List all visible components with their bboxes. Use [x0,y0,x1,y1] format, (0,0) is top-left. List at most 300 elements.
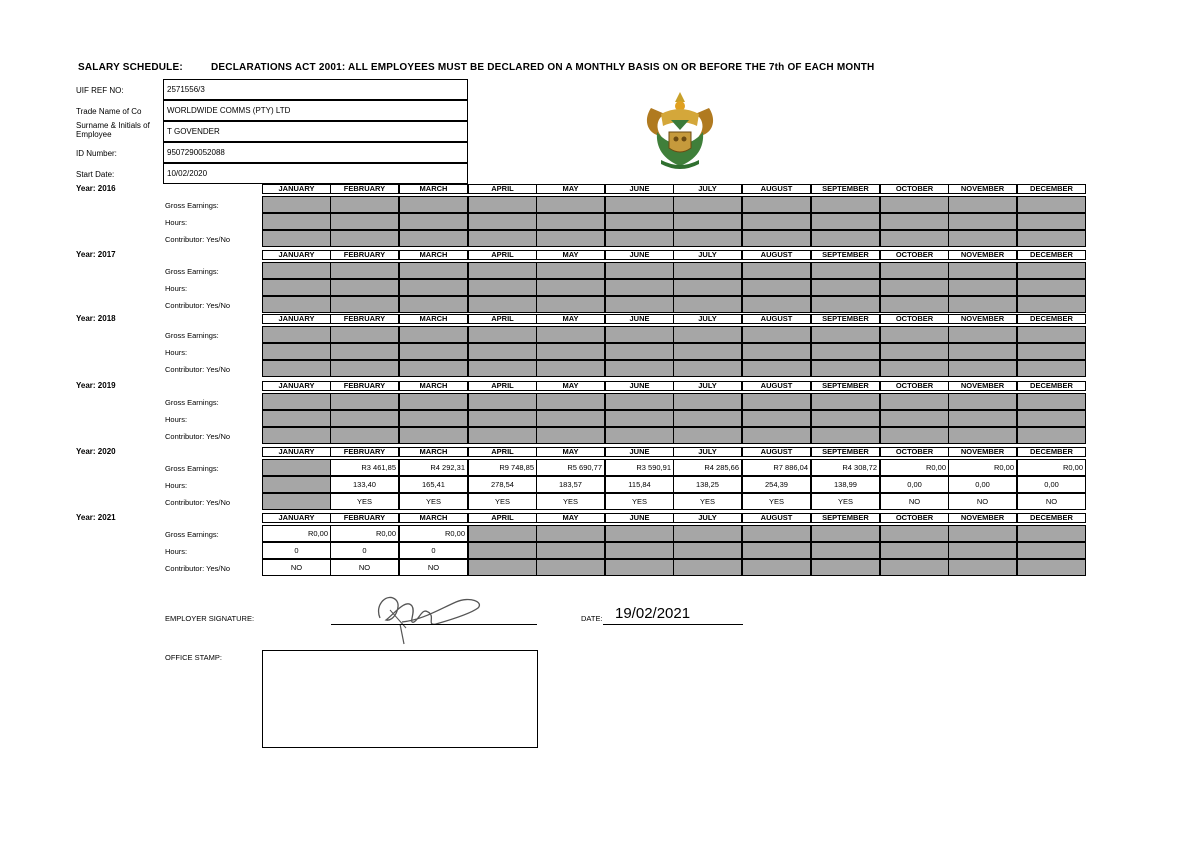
month-header: DECEMBER [1017,381,1086,391]
schedule-cell [330,393,399,410]
schedule-cell: YES [399,493,468,510]
schedule-cell [468,279,537,296]
schedule-cell: R5 690,77 [536,459,605,476]
schedule-cell [811,427,880,444]
field-label: Surname & Initials of Employee [76,121,150,139]
schedule-cell [262,196,331,213]
month-header: OCTOBER [880,513,949,523]
schedule-cell: NO [1017,493,1086,510]
schedule-cell: R0,00 [262,525,331,542]
schedule-cell [330,279,399,296]
schedule-cell: 0 [262,542,331,559]
month-header: JUNE [605,250,674,260]
schedule-cell [742,230,811,247]
schedule-cell [262,230,331,247]
field-label: Start Date: [76,170,115,179]
row-label: Contributor: Yes/No [165,564,231,573]
month-header: JANUARY [262,447,331,457]
schedule-cell: R4 292,31 [399,459,468,476]
schedule-cell [742,410,811,427]
schedule-cell [811,296,880,313]
schedule-cell [948,196,1017,213]
schedule-cell [742,296,811,313]
schedule-title: SALARY SCHEDULE: [78,62,183,73]
schedule-cell [742,343,811,360]
schedule-cell [468,230,537,247]
schedule-cell [468,393,537,410]
schedule-cell: 133,40 [330,476,399,493]
schedule-cell [605,279,674,296]
schedule-cell [948,542,1017,559]
month-header: APRIL [468,447,537,457]
month-header: OCTOBER [880,314,949,324]
schedule-cell [811,393,880,410]
schedule-cell [811,559,880,576]
schedule-cell [1017,427,1086,444]
month-header: AUGUST [742,447,811,457]
month-header: JUNE [605,513,674,523]
schedule-cell [330,326,399,343]
schedule-cell [811,542,880,559]
declaration-note: DECLARATIONS ACT 2001: ALL EMPLOYEES MUST BE DECLARED ON A MONTHLY BASIS ON OR BEFORE THE 7th OF EACH MONTH [211,62,875,73]
month-header: MARCH [399,314,468,324]
schedule-cell [673,525,742,542]
month-header: MARCH [399,250,468,260]
month-header: JULY [673,513,742,523]
schedule-cell [536,296,605,313]
schedule-cell: 0 [399,542,468,559]
month-header: MARCH [399,447,468,457]
schedule-cell: YES [468,493,537,510]
schedule-cell [399,343,468,360]
month-header: JUNE [605,447,674,457]
schedule-cell [811,410,880,427]
schedule-cell [399,230,468,247]
schedule-cell [536,410,605,427]
schedule-cell [399,213,468,230]
schedule-cell [468,326,537,343]
schedule-cell [880,230,949,247]
month-header: OCTOBER [880,184,949,194]
schedule-cell: YES [536,493,605,510]
month-header: OCTOBER [880,250,949,260]
schedule-cell [948,343,1017,360]
schedule-cell [948,427,1017,444]
month-header: NOVEMBER [948,381,1017,391]
month-header: JANUARY [262,381,331,391]
coat-of-arms-icon [641,86,719,172]
schedule-cell [399,262,468,279]
schedule-cell [536,343,605,360]
month-header: SEPTEMBER [811,314,880,324]
schedule-cell: NO [330,559,399,576]
schedule-cell [262,410,331,427]
schedule-cell [1017,262,1086,279]
office-stamp-label: OFFICE STAMP: [165,653,222,662]
schedule-cell [1017,230,1086,247]
schedule-cell [262,493,331,510]
month-header: AUGUST [742,184,811,194]
year-label: Year: 2017 [76,250,116,259]
schedule-cell [399,296,468,313]
month-header: JUNE [605,381,674,391]
schedule-cell [948,410,1017,427]
month-header: SEPTEMBER [811,447,880,457]
month-header: NOVEMBER [948,250,1017,260]
schedule-cell: R0,00 [948,459,1017,476]
month-header: NOVEMBER [948,314,1017,324]
schedule-cell [811,279,880,296]
schedule-cell [880,427,949,444]
schedule-cell [673,230,742,247]
schedule-cell: R7 886,04 [742,459,811,476]
employer-signature-icon [366,584,486,646]
schedule-cell [673,410,742,427]
schedule-cell [605,360,674,377]
year-label: Year: 2020 [76,447,116,456]
schedule-cell [605,262,674,279]
schedule-cell [880,279,949,296]
schedule-cell: R4 308,72 [811,459,880,476]
schedule-cell [880,213,949,230]
schedule-cell [742,427,811,444]
field-value: 2571556/3 [163,79,468,100]
row-label: Hours: [165,218,188,227]
schedule-cell [742,559,811,576]
schedule-cell [811,213,880,230]
schedule-cell [880,525,949,542]
schedule-cell: 138,25 [673,476,742,493]
month-header: DECEMBER [1017,314,1086,324]
schedule-cell: NO [948,493,1017,510]
schedule-cell: NO [880,493,949,510]
schedule-cell [673,559,742,576]
schedule-cell [880,393,949,410]
schedule-cell [948,559,1017,576]
row-label: Gross Earnings: [165,464,219,473]
schedule-cell: R0,00 [330,525,399,542]
schedule-cell [468,360,537,377]
schedule-cell [330,360,399,377]
month-header: MAY [536,447,605,457]
schedule-cell [399,279,468,296]
schedule-cell [1017,296,1086,313]
schedule-cell [605,213,674,230]
schedule-cell: 254,39 [742,476,811,493]
schedule-cell [948,296,1017,313]
schedule-cell [1017,326,1086,343]
schedule-cell [1017,279,1086,296]
schedule-cell [468,410,537,427]
year-label: Year: 2019 [76,381,116,390]
month-header: APRIL [468,250,537,260]
field-label: Trade Name of Co [76,107,142,116]
row-label: Contributor: Yes/No [165,235,231,244]
month-header: SEPTEMBER [811,513,880,523]
schedule-cell [880,196,949,213]
field-label: UIF REF NO: [76,86,124,95]
schedule-cell [742,196,811,213]
year-label: Year: 2016 [76,184,116,193]
schedule-cell [536,230,605,247]
year-label: Year: 2018 [76,314,116,323]
schedule-cell [673,360,742,377]
schedule-cell [605,542,674,559]
row-label: Hours: [165,284,188,293]
month-header: SEPTEMBER [811,250,880,260]
month-header: FEBRUARY [330,447,399,457]
month-header: APRIL [468,381,537,391]
schedule-cell [673,542,742,559]
year-label: Year: 2021 [76,513,116,522]
schedule-cell [536,262,605,279]
schedule-cell: R3 590,91 [605,459,674,476]
date-label: DATE: [581,614,603,623]
month-header: APRIL [468,184,537,194]
schedule-cell [536,279,605,296]
month-header: DECEMBER [1017,513,1086,523]
schedule-cell [880,542,949,559]
schedule-cell [1017,525,1086,542]
schedule-cell [811,360,880,377]
schedule-cell [948,213,1017,230]
schedule-cell [673,213,742,230]
schedule-cell [605,296,674,313]
schedule-cell [880,296,949,313]
schedule-cell [399,427,468,444]
row-label: Contributor: Yes/No [165,432,231,441]
field-value: T GOVENDER [163,121,468,142]
schedule-cell [1017,542,1086,559]
schedule-cell [1017,196,1086,213]
month-header: JULY [673,184,742,194]
schedule-cell [605,343,674,360]
month-header: JANUARY [262,184,331,194]
schedule-cell [536,427,605,444]
schedule-cell [673,279,742,296]
month-header: JULY [673,314,742,324]
schedule-cell [742,393,811,410]
month-header: DECEMBER [1017,184,1086,194]
schedule-cell: 183,57 [536,476,605,493]
date-line [603,624,743,625]
schedule-cell [948,279,1017,296]
month-header: AUGUST [742,250,811,260]
month-header: AUGUST [742,381,811,391]
month-header: NOVEMBER [948,447,1017,457]
schedule-cell [536,393,605,410]
month-header: JULY [673,250,742,260]
field-value: 9507290052088 [163,142,468,163]
schedule-cell [536,360,605,377]
schedule-cell: YES [811,493,880,510]
schedule-cell [811,343,880,360]
schedule-cell [536,326,605,343]
schedule-cell [262,393,331,410]
row-label: Hours: [165,481,188,490]
schedule-cell [399,326,468,343]
schedule-cell [536,559,605,576]
schedule-cell [880,262,949,279]
row-label: Gross Earnings: [165,267,219,276]
schedule-cell [742,213,811,230]
schedule-cell: YES [330,493,399,510]
schedule-cell: 278,54 [468,476,537,493]
row-label: Gross Earnings: [165,398,219,407]
month-header: MAY [536,381,605,391]
schedule-cell: 138,99 [811,476,880,493]
date-value: 19/02/2021 [615,605,691,622]
month-header: AUGUST [742,513,811,523]
schedule-cell [262,262,331,279]
schedule-cell [605,427,674,444]
schedule-cell [468,196,537,213]
month-header: FEBRUARY [330,513,399,523]
schedule-cell [536,196,605,213]
schedule-cell [1017,393,1086,410]
schedule-cell [948,393,1017,410]
month-header: MAY [536,184,605,194]
month-header: AUGUST [742,314,811,324]
schedule-cell [605,196,674,213]
signature-line [331,624,537,625]
schedule-cell [468,525,537,542]
month-header: MARCH [399,381,468,391]
month-header: SEPTEMBER [811,184,880,194]
month-header: APRIL [468,513,537,523]
schedule-cell [948,525,1017,542]
month-header: JUNE [605,314,674,324]
schedule-cell [880,410,949,427]
month-header: FEBRUARY [330,381,399,391]
row-label: Gross Earnings: [165,331,219,340]
schedule-cell: 0,00 [1017,476,1086,493]
month-header: APRIL [468,314,537,324]
schedule-cell [330,427,399,444]
schedule-cell [742,262,811,279]
schedule-cell: 0,00 [948,476,1017,493]
schedule-cell [468,213,537,230]
schedule-cell [742,525,811,542]
schedule-cell [1017,559,1086,576]
field-label: ID Number: [76,149,117,158]
schedule-cell [399,196,468,213]
month-header: SEPTEMBER [811,381,880,391]
month-header: JANUARY [262,314,331,324]
month-header: JULY [673,447,742,457]
schedule-cell [1017,343,1086,360]
schedule-cell: 0,00 [880,476,949,493]
schedule-cell [262,427,331,444]
month-header: FEBRUARY [330,184,399,194]
schedule-cell [673,262,742,279]
schedule-cell [330,296,399,313]
row-label: Contributor: Yes/No [165,365,231,374]
row-label: Gross Earnings: [165,201,219,210]
month-header: MARCH [399,513,468,523]
row-label: Contributor: Yes/No [165,498,231,507]
month-header: MAY [536,513,605,523]
schedule-cell [399,410,468,427]
schedule-cell [262,279,331,296]
schedule-cell [330,410,399,427]
month-header: MAY [536,314,605,324]
schedule-cell [811,525,880,542]
schedule-cell [262,476,331,493]
schedule-cell [536,525,605,542]
schedule-cell [330,196,399,213]
row-label: Hours: [165,547,188,556]
schedule-cell [673,343,742,360]
row-label: Gross Earnings: [165,530,219,539]
schedule-cell [742,360,811,377]
schedule-cell [468,542,537,559]
month-header: MAY [536,250,605,260]
employer-signature-label: EMPLOYER SIGNATURE: [165,614,255,623]
schedule-cell: NO [262,559,331,576]
schedule-cell [468,427,537,444]
month-header: FEBRUARY [330,314,399,324]
schedule-cell [1017,213,1086,230]
schedule-cell: YES [673,493,742,510]
schedule-cell: R0,00 [880,459,949,476]
schedule-cell [399,360,468,377]
schedule-cell [468,296,537,313]
month-header: OCTOBER [880,447,949,457]
schedule-cell [811,196,880,213]
row-label: Contributor: Yes/No [165,301,231,310]
month-header: FEBRUARY [330,250,399,260]
schedule-cell [880,360,949,377]
schedule-cell [673,196,742,213]
schedule-cell [262,459,331,476]
month-header: DECEMBER [1017,447,1086,457]
month-header: MARCH [399,184,468,194]
schedule-cell [605,326,674,343]
schedule-cell [536,213,605,230]
row-label: Hours: [165,415,188,424]
schedule-cell [468,343,537,360]
schedule-cell [673,326,742,343]
schedule-cell [605,559,674,576]
field-value: 10/02/2020 [163,163,468,184]
schedule-cell [262,213,331,230]
schedule-cell [468,559,537,576]
month-header: NOVEMBER [948,513,1017,523]
schedule-cell [948,360,1017,377]
month-header: JANUARY [262,513,331,523]
schedule-cell [330,343,399,360]
schedule-cell: YES [742,493,811,510]
schedule-cell [262,360,331,377]
schedule-cell [468,262,537,279]
schedule-cell [742,279,811,296]
schedule-cell: 0 [330,542,399,559]
schedule-cell [605,410,674,427]
schedule-cell [262,326,331,343]
schedule-cell [811,230,880,247]
schedule-cell: R4 285,66 [673,459,742,476]
schedule-cell: R0,00 [399,525,468,542]
month-header: OCTOBER [880,381,949,391]
schedule-cell: R9 748,85 [468,459,537,476]
schedule-cell: NO [399,559,468,576]
schedule-cell [330,262,399,279]
schedule-cell [1017,360,1086,377]
month-header: JANUARY [262,250,331,260]
schedule-cell [330,213,399,230]
schedule-cell [1017,410,1086,427]
